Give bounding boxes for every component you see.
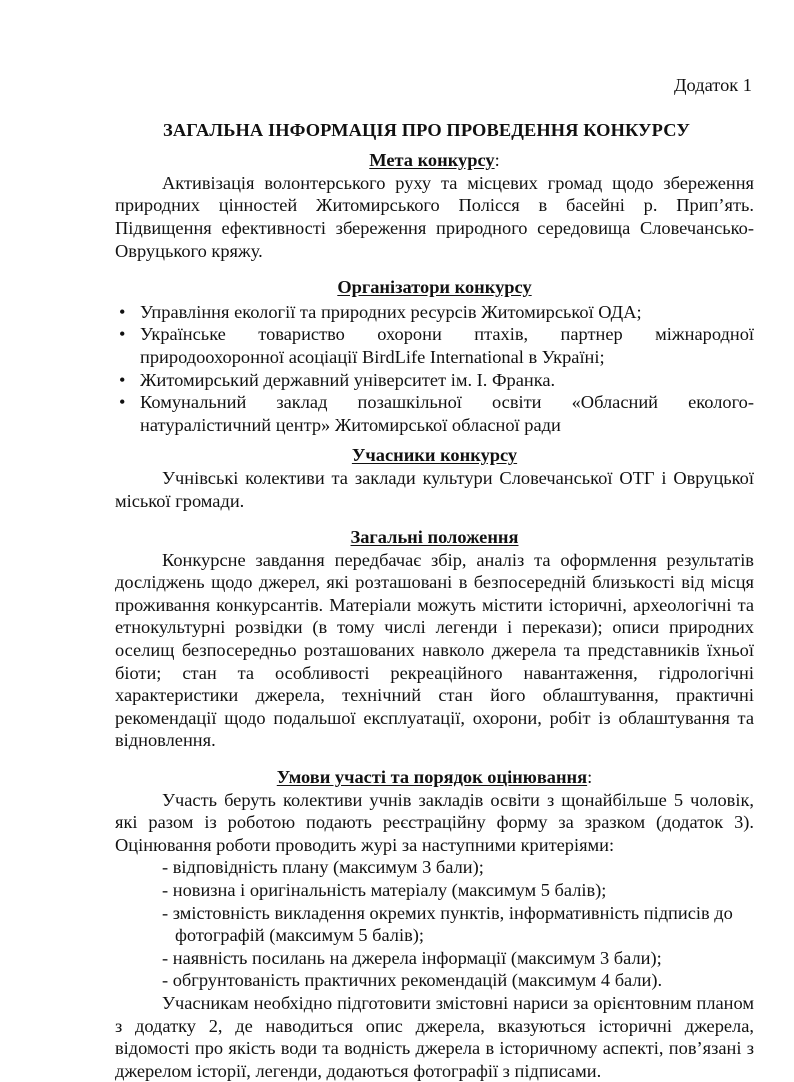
section-heading-participants — [115, 444, 754, 467]
organizer-text: Українське товариство охорони птахів, партнер міжнародної природоохоронної асоціації BirdLife International в Україні; — [140, 324, 754, 367]
participants-paragraph: Учнівські колективи та заклади культури Словечанської ОТГ і Овруцької міської громади. — [115, 467, 754, 511]
goal-heading-colon: : — [494, 150, 500, 171]
bullet-icon: • — [119, 324, 126, 345]
organizer-text: Комунальний заклад позашкільної освіти «Обласний еколого-натуралістичний центр» Житомирської обласної ради — [140, 392, 754, 435]
organizer-text: Житомирський державний університет ім. І. Франка. — [140, 369, 556, 390]
page-title: ЗАГАЛЬНА ІНФОРМАЦІЯ ПРО ПРОВЕДЕННЯ КОНКУРСУ — [163, 119, 690, 140]
organizers-heading-text: Організатори конкурсу — [337, 277, 532, 298]
list-item — [115, 301, 754, 324]
bullet-icon: • — [119, 301, 126, 322]
conditions-heading-text: Умови участі та порядок оцінювання — [276, 767, 588, 788]
list-item — [115, 391, 754, 436]
general-paragraph: Конкурсне завдання передбачає збір, аналіз та оформлення результатів досліджень щодо джерел, які розташовані в безпосередній близькості від місця проживання конкурсантів. Матеріали можуть містити історичні, археологічні та етнокультурні розвідки (в тому числі легенди і перекази); описи природних оселищ безпосередньо розташованих навколо джерела та представників їхньої біоти; стан та особливості рекреаційного навантаження, гідрологічні характеристики джерела, технічний стан його облаштування, практичні рекомендації щодо подальшої експлуатації, охорони, робіт із облаштування та відновлення. — [115, 549, 754, 751]
conditions-intro-paragraph: Участь беруть колективи учнів закладів освіти з щонайбільше 5 чоловік, які разом із роботою подають реєстраційну форму за зразком (додаток 3). Оцінювання роботи проводить журі за наступними критеріями: — [115, 789, 754, 855]
section-heading-organizers — [115, 276, 754, 299]
criteria-list — [115, 856, 754, 992]
organizers-list — [115, 301, 754, 437]
bullet-icon: • — [119, 392, 126, 413]
list-item — [115, 323, 754, 368]
section-heading-goal — [115, 149, 754, 172]
list-item: - наявність посилань на джерела інформації (максимум 3 бали); — [162, 947, 662, 968]
list-item: - обгрунтованість практичних рекомендацій (максимум 4 бали). — [162, 970, 663, 991]
list-item: - змістовність викладення окремих пунктів, інформативність підписів до фотографій (максимум 5 балів); — [162, 902, 733, 946]
annex-label: Додаток 1 — [674, 75, 752, 95]
participants-heading-text: Учасники конкурсу — [351, 445, 518, 466]
section-heading-general — [115, 526, 754, 549]
section-heading-conditions — [115, 766, 754, 789]
organizer-text: Управління екології та природних ресурсів Житомирської ОДА; — [140, 301, 642, 322]
goal-heading-text: Мета конкурсу — [369, 150, 495, 171]
list-item: - новизна і оригінальність матеріалу (максимум 5 балів); — [162, 880, 607, 900]
bullet-icon: • — [119, 369, 126, 390]
general-heading-text: Загальні положення — [350, 527, 519, 548]
list-item — [115, 369, 754, 392]
goal-paragraph: Активізація волонтерського руху та місцевих громад щодо збереження природних цінностей Житомирського Полісся в басейні р. Прип’ять. Підвищення ефективності збереження природного середовища Словечансько-Овруцького кряжу. — [115, 172, 754, 261]
conditions-outro-paragraph: Учасникам необхідно підготовити змістовні нариси за орієнтовним планом з додатку 2, де наводиться опис джерела, вказуються історичні джерела, відомості про якість води та водність джерела в історичному аспекті, пов’язані з джерелом історії, легенди, додаються фотографії з підписами. — [115, 992, 754, 1081]
list-item: - відповідність плану (максимум 3 бали); — [162, 857, 484, 878]
conditions-heading-colon: : — [587, 767, 593, 788]
